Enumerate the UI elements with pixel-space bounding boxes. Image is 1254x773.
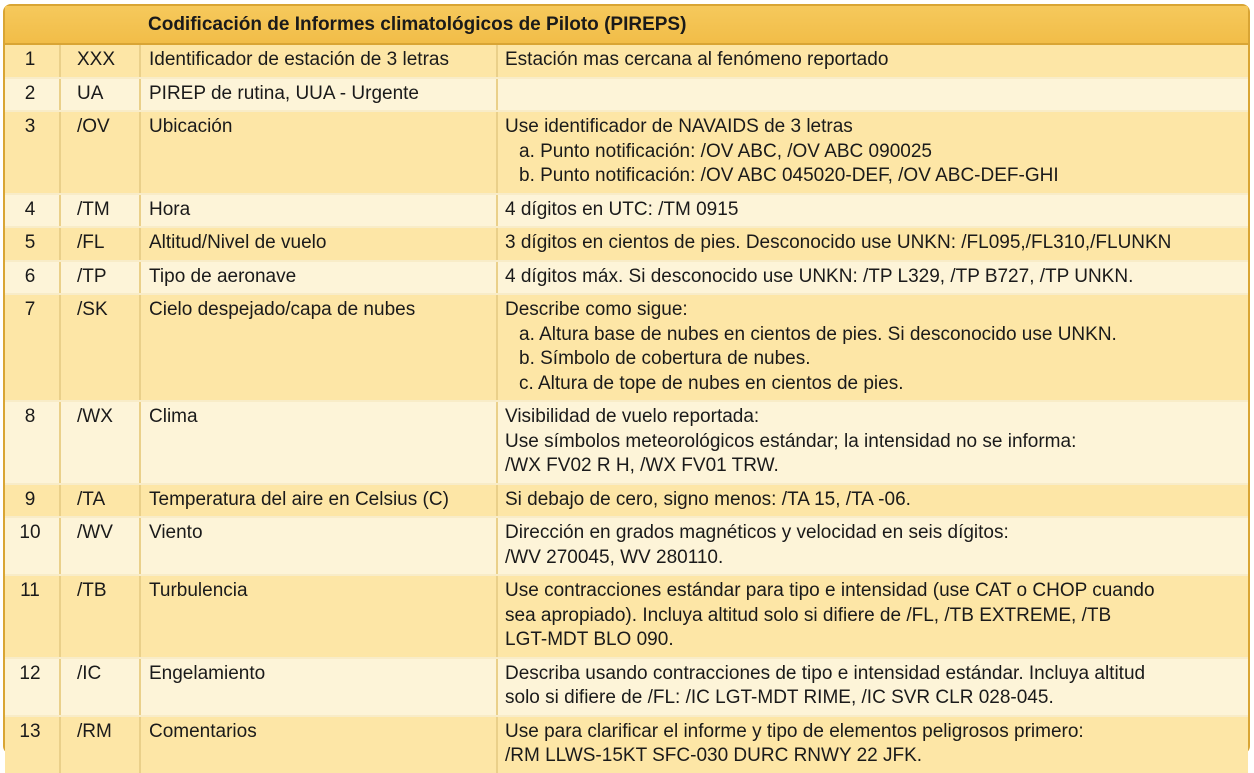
pireps-table: [5, 6, 1248, 773]
row-code: /WV: [60, 517, 140, 575]
description-line: Use identificador de NAVAIDS de 3 letras: [505, 116, 853, 137]
row-number: 12: [5, 658, 60, 716]
table-row: [5, 575, 1248, 658]
row-name: Cielo despejado/capa de nubes: [140, 294, 497, 401]
pireps-table-container: [3, 4, 1250, 766]
row-code: /FL: [60, 227, 140, 261]
row-code: /TA: [60, 484, 140, 518]
row-number: 6: [5, 261, 60, 295]
table-row: [5, 517, 1248, 575]
description-line: a. Altura base de nubes en cientos de pies. Si desconocido use UNKN.: [519, 323, 1117, 345]
row-code: /WX: [60, 401, 140, 484]
row-name: Ubicación: [140, 111, 497, 194]
description-line: LGT-MDT BLO 090.: [505, 629, 674, 650]
table-row: [5, 484, 1248, 518]
row-description: [497, 716, 1248, 773]
description-line: Use símbolos meteorológicos estándar; la intensidad no se informa:: [505, 430, 1077, 452]
description-line: b. Punto notificación: /OV ABC 045020-DEF, /OV ABC-DEF-GHI: [519, 165, 1059, 186]
table-row: [5, 658, 1248, 716]
description-line: 4 dígitos en UTC: /TM 0915: [505, 198, 739, 220]
row-description: [497, 227, 1248, 261]
row-description: [497, 78, 1248, 112]
row-code: UA: [60, 78, 140, 112]
table-title: Codificación de Informes climatológicos de Piloto (PIREPS): [140, 6, 1248, 44]
description-line: Estación mas cercana al fenómeno reportado: [505, 49, 889, 70]
header-blank-cell: [60, 6, 140, 44]
row-number: 4: [5, 194, 60, 228]
row-name: Viento: [140, 517, 497, 575]
description-line: 3 dígitos en cientos de pies. Desconocido use UNKN: /FL095,/FL310,/FLUNKN: [505, 232, 1172, 253]
description-line: Dirección en grados magnéticos y velocidad en seis dígitos:: [505, 522, 1009, 543]
description-line: b. Símbolo de cobertura de nubes.: [519, 348, 811, 369]
row-name: PIREP de rutina, UUA - Urgente: [140, 78, 497, 112]
description-line: Describa usando contracciones de tipo e intensidad estándar. Incluya altitud: [505, 662, 1146, 684]
table-row: [5, 111, 1248, 194]
row-code: /SK: [60, 294, 140, 401]
row-description: [497, 294, 1248, 401]
row-description: [497, 575, 1248, 658]
row-name: Comentarios: [140, 716, 497, 773]
row-code: XXX: [60, 44, 140, 78]
description-line: /WV 270045, WV 280110.: [505, 546, 724, 568]
description-line: solo si difiere de /FL: /IC LGT-MDT RIME, /IC SVR CLR 028-045.: [505, 687, 1054, 708]
table-row: [5, 78, 1248, 112]
row-number: 1: [5, 44, 60, 78]
row-number: 9: [5, 484, 60, 518]
row-name: Altitud/Nivel de vuelo: [140, 227, 497, 261]
row-description: [497, 111, 1248, 194]
description-line: Use contracciones estándar para tipo e intensidad (use CAT o CHOP cuando: [505, 580, 1155, 601]
row-name: Clima: [140, 401, 497, 484]
row-number: 10: [5, 517, 60, 575]
table-row: [5, 194, 1248, 228]
description-line: sea apropiado). Incluya altitud solo si difiere de /FL, /TB EXTREME, /TB: [505, 604, 1112, 626]
row-name: Temperatura del aire en Celsius (C): [140, 484, 497, 518]
row-name: Hora: [140, 194, 497, 228]
row-number: 3: [5, 111, 60, 194]
row-code: /TB: [60, 575, 140, 658]
row-name: Identificador de estación de 3 letras: [140, 44, 497, 78]
table-row: [5, 294, 1248, 401]
row-name: Turbulencia: [140, 575, 497, 658]
table-row: [5, 401, 1248, 484]
header-blank-cell: [5, 6, 60, 44]
description-line: 4 dígitos máx. Si desconocido use UNKN: /TP L329, /TP B727, /TP UNKN.: [505, 265, 1134, 287]
description-line: Si debajo de cero, signo menos: /TA 15, /TA -06.: [505, 488, 911, 510]
table-row: [5, 227, 1248, 261]
table-row: [5, 44, 1248, 78]
description-line: a. Punto notificación: /OV ABC, /OV ABC 090025: [519, 140, 932, 162]
table-row: [5, 261, 1248, 295]
row-code: /TP: [60, 261, 140, 295]
row-description: [497, 401, 1248, 484]
description-line: Visibilidad de vuelo reportada:: [505, 406, 760, 427]
row-number: 13: [5, 716, 60, 773]
description-line: Use para clarificar el informe y tipo de elementos peligrosos primero:: [505, 720, 1084, 742]
row-number: 7: [5, 294, 60, 401]
table-body: [5, 44, 1248, 773]
description-line: c. Altura de tope de nubes en cientos de pies.: [519, 372, 904, 394]
row-description: [497, 484, 1248, 518]
row-description: [497, 517, 1248, 575]
description-line: Describe como sigue:: [505, 299, 688, 320]
row-description: [497, 261, 1248, 295]
description-line: /RM LLWS-15KT SFC-030 DURC RNWY 22 JFK.: [505, 745, 923, 766]
row-code: /OV: [60, 111, 140, 194]
table-row: [5, 716, 1248, 773]
row-name: Engelamiento: [140, 658, 497, 716]
row-name: Tipo de aeronave: [140, 261, 497, 295]
row-description: [497, 658, 1248, 716]
row-description: [497, 194, 1248, 228]
row-code: /TM: [60, 194, 140, 228]
row-number: 8: [5, 401, 60, 484]
row-code: /IC: [60, 658, 140, 716]
row-number: 5: [5, 227, 60, 261]
row-code: /RM: [60, 716, 140, 773]
table-header-row: [5, 6, 1248, 44]
row-description: [497, 44, 1248, 78]
row-number: 2: [5, 78, 60, 112]
description-line: /WX FV02 R H, /WX FV01 TRW.: [505, 455, 779, 476]
row-number: 11: [5, 575, 60, 658]
